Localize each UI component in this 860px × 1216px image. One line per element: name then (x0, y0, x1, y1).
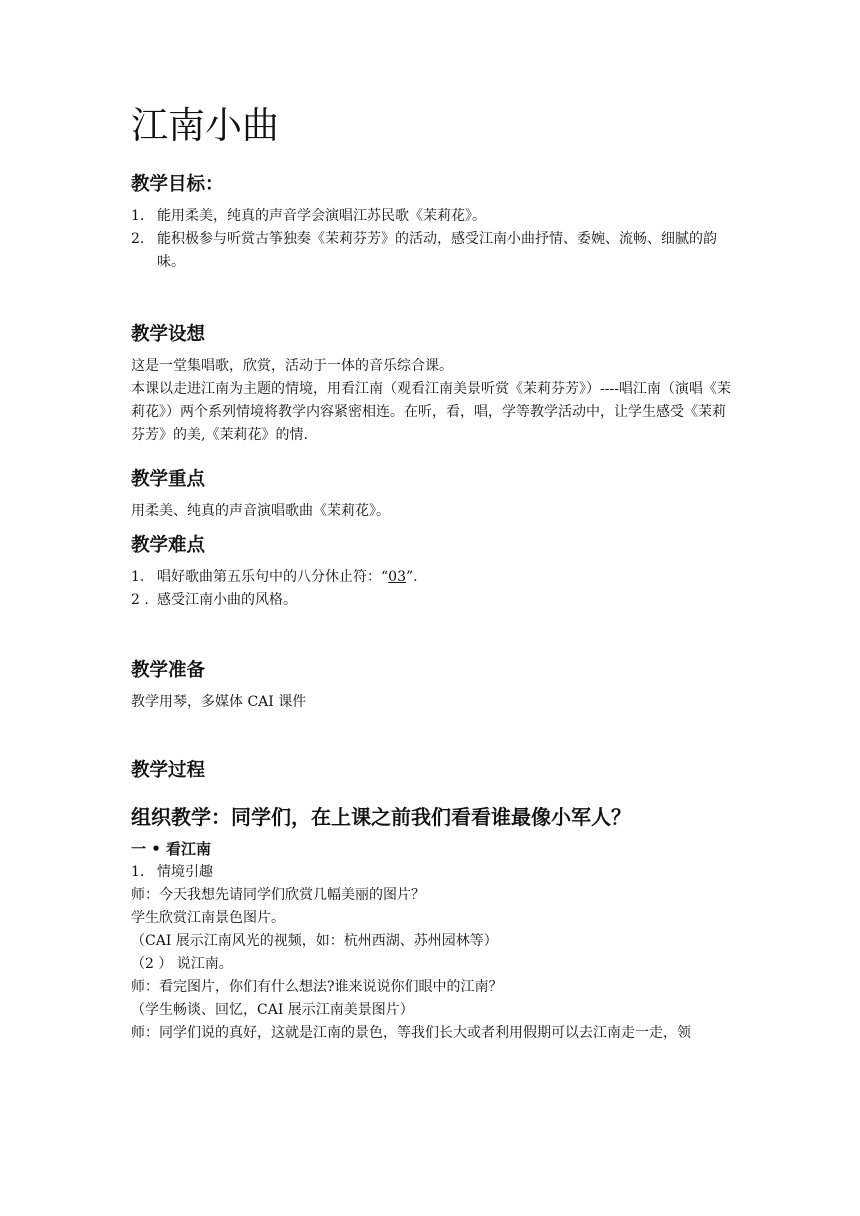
concept-paragraph-1: 这是一堂集唱歌，欣赏，活动于一体的音乐综合课。 (131, 358, 453, 374)
difficulties-heading: 教学难点 (131, 535, 206, 556)
document-body (131, 100, 731, 1045)
process-line: （学生畅谈、回忆，CAI 展示江南美景图片） (131, 1002, 414, 1018)
key-points-heading: 教学重点 (131, 469, 206, 490)
goal-item (131, 205, 731, 228)
goal-text: 能积极参与听赏古筝独奏《茉莉芬芳》的活动，感受江南小曲抒情、委婉、流畅、细腻的韵味。 (157, 231, 717, 270)
process-heading: 教学过程 (131, 760, 206, 781)
goals-list (131, 205, 731, 274)
difficulty-item (131, 589, 731, 612)
difficulties-list (131, 566, 731, 612)
process-line: 师：今天我想先请同学们欣赏几幅美丽的图片？ (131, 887, 425, 903)
section-watch-jiangnan-title: 一 • 看江南 (131, 840, 212, 858)
goal-number: 1. (131, 208, 145, 224)
concept-paragraph-2: 本课以走进江南为主题的情境，用看江南（观看江南美景听赏《茉莉芬芳》）----唱江南（演唱《茉莉花》）两个系列情境将教学内容紧密相连。在听，看，唱，学等教学活动中，让学生感受《茉莉芬芳》的美,《茉莉花》的情. (131, 381, 731, 443)
difficulty-item (131, 566, 731, 589)
difficulty-number: 2 . (131, 592, 149, 608)
preparation-text: 教学用琴，多媒体 CAI 课件 (131, 694, 307, 710)
process-line: 师：同学们说的真好，这就是江南的景色，等我们长大或者利用假期可以去江南走一走，领 (131, 1025, 691, 1041)
process-line: （2 ） 说江南。 (131, 956, 233, 972)
document-title: 江南小曲 (131, 104, 279, 147)
difficulty-text-suffix: ”. (405, 569, 418, 585)
process-line: （CAI 展示江南风光的视频，如：杭州西湖、苏州园林等） (131, 933, 498, 949)
preparation-heading: 教学准备 (131, 660, 206, 681)
goal-item (131, 228, 731, 274)
process-line: 学生欣赏江南景色图片。 (131, 910, 285, 926)
goals-heading: 教学目标： (131, 174, 224, 195)
step-number: 1. (131, 864, 145, 880)
process-step (131, 861, 731, 884)
goal-text: 能用柔美，纯真的声音学会演唱江苏民歌《茉莉花》。 (157, 208, 486, 224)
process-line: 师：看完图片，你们有什么想法?谁来说说你们眼中的江南？ (131, 979, 503, 995)
difficulty-number: 1. (131, 569, 145, 585)
rest-note-notation: 03 (388, 569, 406, 585)
key-points-text: 用柔美、纯真的声音演唱歌曲《茉莉花》。 (131, 503, 390, 519)
step-text: 情境引趣 (157, 864, 213, 880)
organize-teaching-heading: 组织教学：同学们，在上课之前我们看看谁最像小军人？ (131, 805, 631, 829)
difficulty-text-prefix: 唱好歌曲第五乐句中的八分休止符：“ (157, 569, 389, 585)
difficulty-text: 感受江南小曲的风格。 (157, 592, 297, 608)
process-steps (131, 861, 731, 884)
goal-number: 2. (131, 231, 145, 247)
concept-heading: 教学设想 (131, 324, 206, 345)
